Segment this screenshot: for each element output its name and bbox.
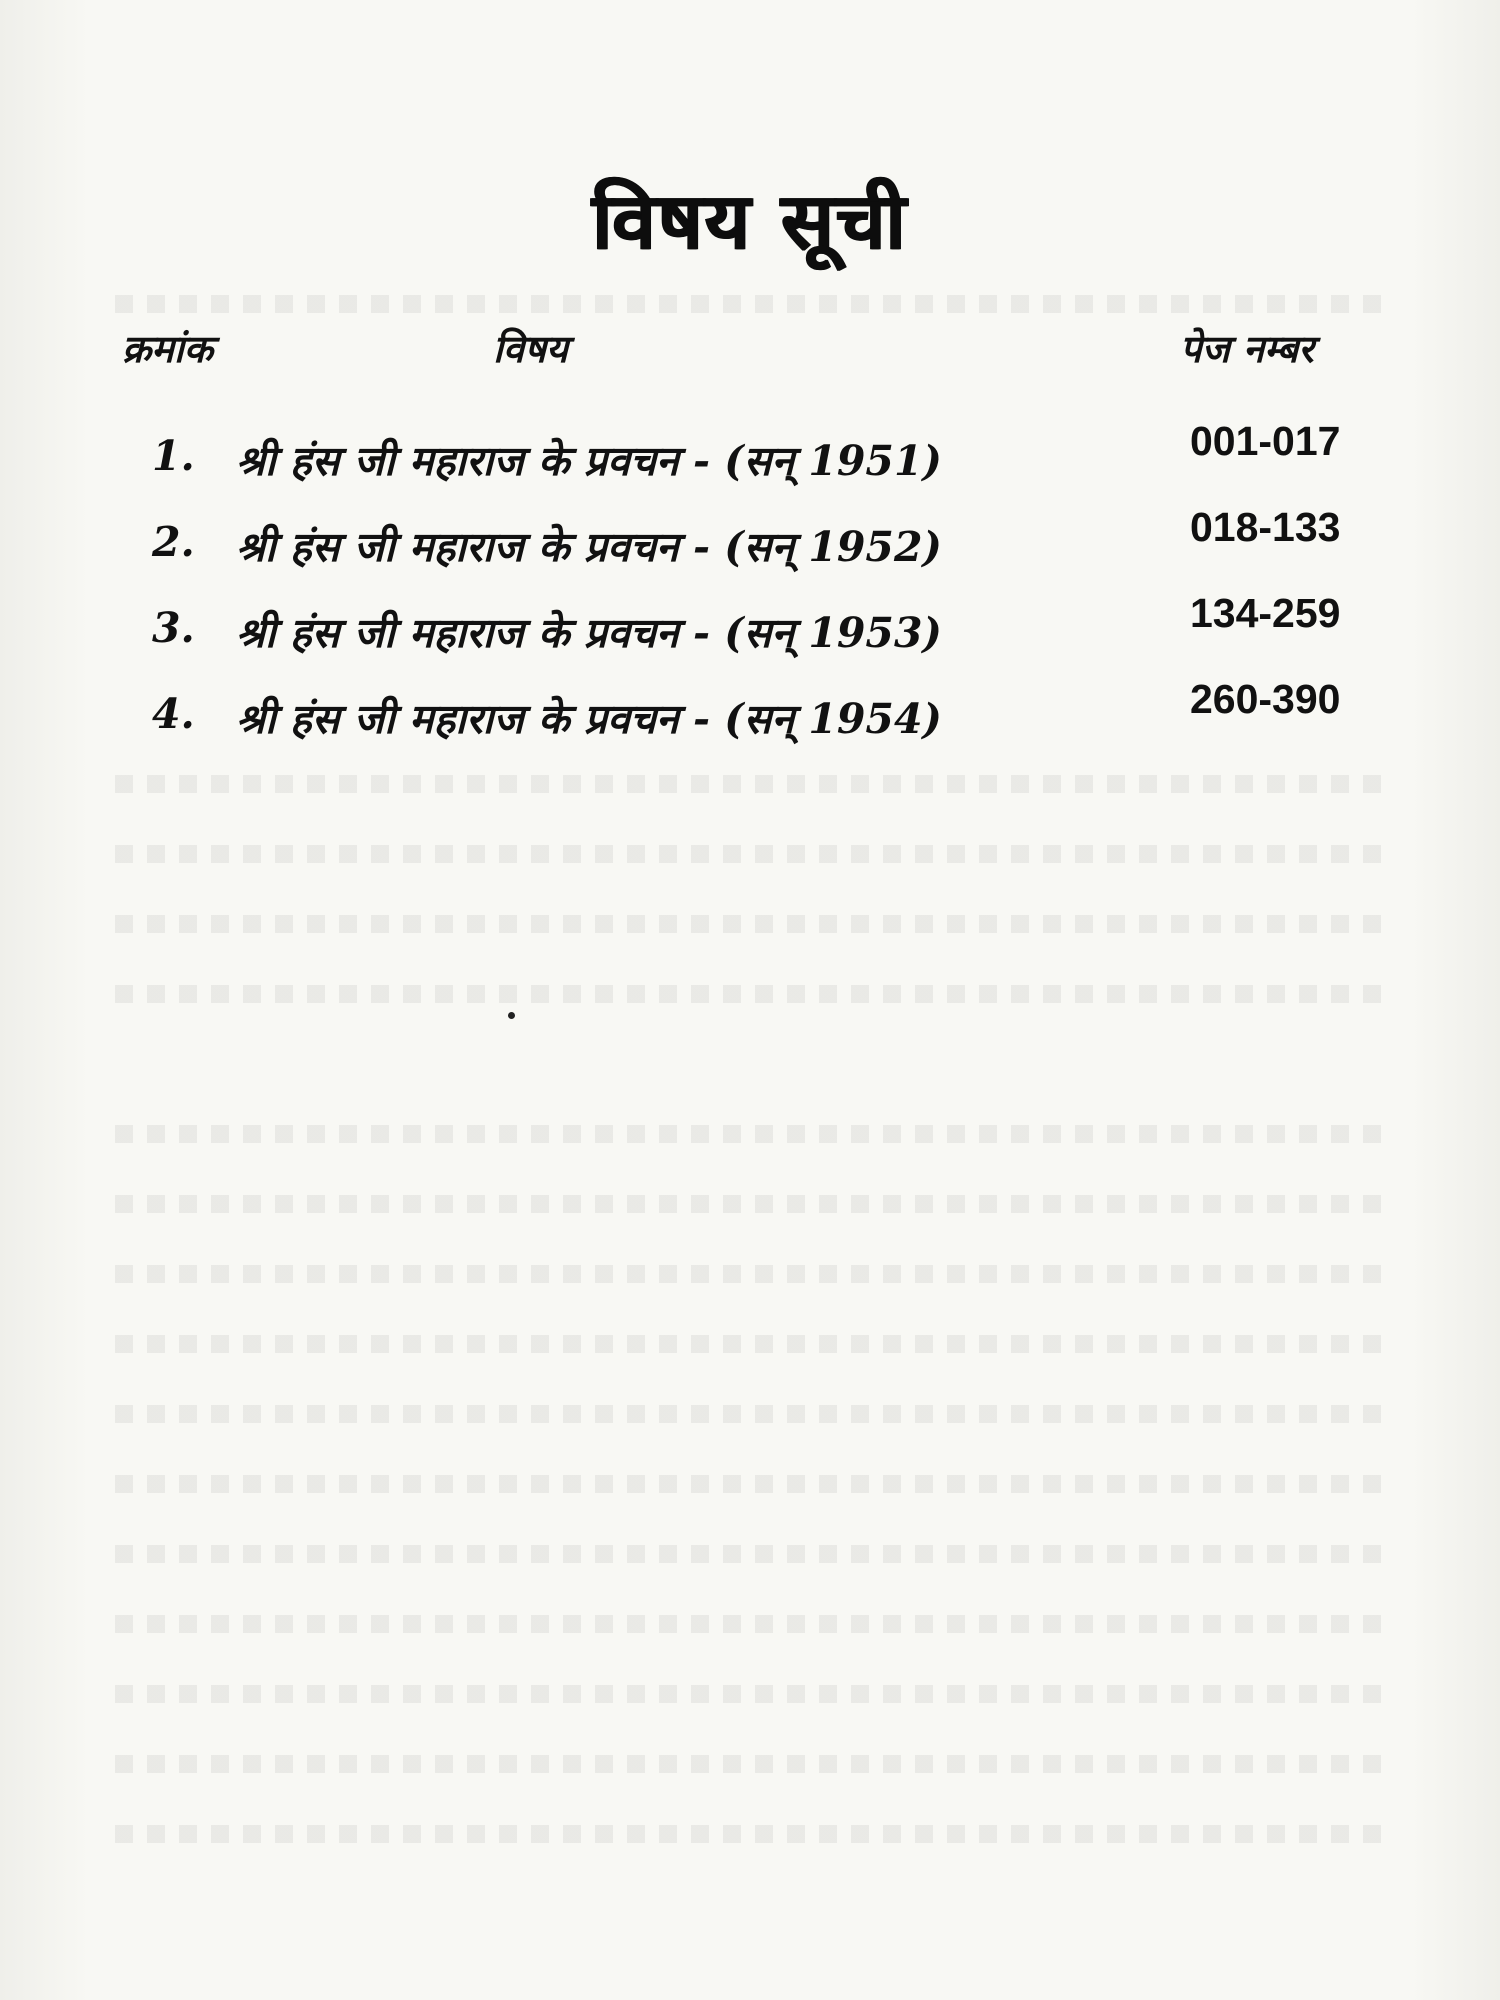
page-number-column-header: पेज नम्बर bbox=[1180, 326, 1314, 371]
entry-page-range: 260-390 bbox=[1190, 676, 1341, 722]
show-through-text bbox=[115, 1125, 1385, 1143]
entry-number: 2. bbox=[152, 518, 195, 566]
entry-title: श्री हंस जी महाराज के प्रवचन - (सन् 1952) bbox=[236, 523, 942, 571]
entry-title: श्री हंस जी महाराज के प्रवचन - (सन् 1951) bbox=[236, 437, 942, 485]
show-through-text bbox=[115, 1685, 1385, 1703]
show-through-text bbox=[115, 1825, 1385, 1843]
show-through-text bbox=[115, 1475, 1385, 1493]
entry-number: 1. bbox=[152, 432, 195, 480]
entry-number: 4. bbox=[152, 690, 195, 738]
entry-page-range: 134-259 bbox=[1190, 590, 1341, 636]
subject-column-header: विषय bbox=[493, 326, 568, 371]
entry-page-range: 001-017 bbox=[1190, 418, 1341, 464]
entry-title: श्री हंस जी महाराज के प्रवचन - (सन् 1954) bbox=[236, 695, 942, 743]
contents-entry bbox=[0, 418, 1500, 504]
contents-entry bbox=[0, 676, 1500, 762]
show-through-text bbox=[115, 295, 1385, 313]
entry-page-range: 018-133 bbox=[1190, 504, 1341, 550]
contents-list bbox=[0, 418, 1500, 762]
page-title: विषय सूची bbox=[592, 177, 908, 267]
show-through-text bbox=[115, 985, 1385, 1003]
show-through-text bbox=[115, 1755, 1385, 1773]
serial-column-header: क्रमांक bbox=[122, 326, 213, 371]
show-through-text bbox=[115, 915, 1385, 933]
contents-entry bbox=[0, 504, 1500, 590]
show-through-text bbox=[115, 1265, 1385, 1283]
entry-title: श्री हंस जी महाराज के प्रवचन - (सन् 1953) bbox=[236, 609, 942, 657]
table-header bbox=[0, 322, 1500, 382]
show-through-text bbox=[115, 845, 1385, 863]
show-through-text bbox=[115, 1615, 1385, 1633]
ink-speck bbox=[508, 1012, 515, 1019]
entry-number: 3. bbox=[152, 604, 195, 652]
show-through-text bbox=[115, 1195, 1385, 1213]
show-through-text bbox=[115, 775, 1385, 793]
contents-entry bbox=[0, 590, 1500, 676]
show-through-text bbox=[115, 1545, 1385, 1563]
show-through-text bbox=[115, 1405, 1385, 1423]
show-through-text bbox=[115, 1335, 1385, 1353]
